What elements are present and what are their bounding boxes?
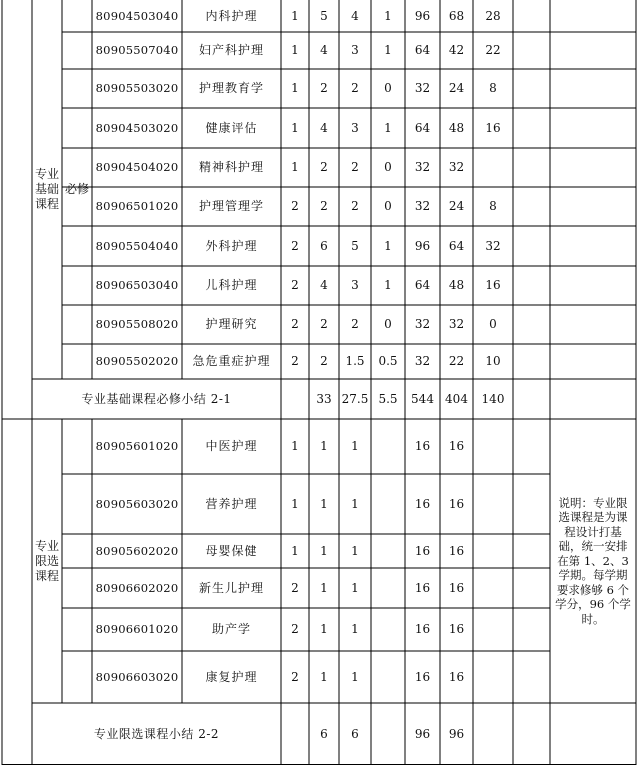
course-name: 助产学 bbox=[211, 622, 251, 636]
course-weekly-hours: 5 bbox=[320, 8, 328, 23]
course-theory-hours: 32 bbox=[448, 160, 465, 174]
course-name: 健康评估 bbox=[205, 120, 258, 135]
course-theory-hours: 16 bbox=[448, 543, 465, 558]
course-weekly-hours: 2 bbox=[320, 199, 328, 213]
course-name: 母婴保健 bbox=[205, 543, 258, 558]
course-practice-hours bbox=[473, 148, 513, 187]
course-practice-hours: 32 bbox=[485, 238, 501, 253]
course-total-hours: 32 bbox=[414, 199, 431, 213]
subtotal-total-hours: 544 bbox=[411, 391, 434, 406]
course-theory-hours: 16 bbox=[448, 496, 465, 511]
course-weekly-hours: 1 bbox=[320, 669, 328, 684]
course-weekly-hours: 1 bbox=[320, 622, 328, 636]
course-code: 80905603020 bbox=[95, 496, 179, 511]
course-theory-hours: 16 bbox=[448, 669, 465, 684]
course-theory-hours: 24 bbox=[448, 81, 465, 95]
course-code: 80905508020 bbox=[95, 317, 179, 331]
course-theory-hours: 16 bbox=[448, 580, 465, 595]
course-practice-credits: 0.5 bbox=[378, 354, 398, 368]
subtotal-weekly-hours: 33 bbox=[316, 391, 332, 406]
subtotal-credits: 27.5 bbox=[341, 391, 369, 406]
course-theory-hours: 42 bbox=[448, 43, 465, 57]
subtotal-credits: 6 bbox=[351, 726, 359, 741]
course-practice-credits: 1 bbox=[384, 120, 392, 135]
course-credits: 4 bbox=[351, 8, 359, 23]
course-total-hours: 32 bbox=[414, 160, 431, 174]
course-total-hours: 32 bbox=[414, 81, 431, 95]
course-practice-hours: 8 bbox=[489, 199, 497, 213]
course-semester: 1 bbox=[291, 43, 299, 57]
course-theory-hours: 22 bbox=[448, 354, 465, 368]
course-semester: 1 bbox=[291, 120, 299, 135]
course-credits: 1 bbox=[351, 669, 359, 684]
subtotal-total-hours: 96 bbox=[414, 726, 431, 741]
course-practice-credits: 1 bbox=[384, 8, 392, 23]
subtotal-label-elective: 专业限选课程小结 2-2 bbox=[93, 726, 220, 741]
course-theory-hours: 24 bbox=[448, 199, 465, 213]
course-practice-credits: 0 bbox=[384, 199, 392, 213]
course-semester: 2 bbox=[291, 238, 299, 253]
course-credits: 1 bbox=[351, 496, 359, 511]
course-weekly-hours: 1 bbox=[320, 496, 328, 511]
course-credits: 3 bbox=[351, 120, 359, 135]
course-name: 护理管理学 bbox=[198, 199, 264, 213]
course-credits: 3 bbox=[351, 278, 359, 292]
course-total-hours: 16 bbox=[414, 669, 431, 684]
course-code: 80905602020 bbox=[95, 543, 179, 558]
course-semester: 1 bbox=[291, 160, 299, 174]
course-name: 急危重症护理 bbox=[192, 354, 271, 368]
course-practice-hours: 10 bbox=[485, 354, 501, 368]
course-credits: 1 bbox=[351, 439, 359, 453]
course-total-hours: 16 bbox=[414, 543, 431, 558]
course-semester: 1 bbox=[291, 8, 299, 23]
course-name: 内科护理 bbox=[205, 8, 258, 23]
course-practice-credits: 0 bbox=[384, 81, 392, 95]
course-semester: 2 bbox=[291, 278, 299, 292]
course-semester: 1 bbox=[291, 439, 299, 453]
course-practice-hours: 8 bbox=[489, 81, 497, 95]
course-theory-hours: 68 bbox=[448, 8, 465, 23]
course-total-hours: 16 bbox=[414, 496, 431, 511]
course-credits: 1 bbox=[351, 543, 359, 558]
course-total-hours: 16 bbox=[414, 439, 431, 453]
course-name: 护理教育学 bbox=[198, 81, 264, 95]
course-code: 80906602020 bbox=[95, 580, 179, 595]
course-name: 儿科护理 bbox=[205, 278, 258, 292]
course-code: 80905502020 bbox=[95, 354, 179, 368]
course-practice-credits: 1 bbox=[384, 238, 392, 253]
subtotal-theory-hours: 96 bbox=[448, 726, 465, 741]
course-type-required: 必修 bbox=[64, 182, 89, 196]
course-code: 80904503020 bbox=[95, 120, 179, 135]
course-code: 80906501020 bbox=[95, 199, 179, 213]
subtotal-practice-hours: 140 bbox=[481, 391, 505, 406]
course-semester: 2 bbox=[291, 622, 299, 636]
course-practice-hours: 0 bbox=[489, 317, 497, 331]
course-total-hours: 64 bbox=[414, 43, 431, 57]
course-code: 80905504040 bbox=[95, 238, 179, 253]
course-practice-hours: 28 bbox=[485, 8, 501, 23]
course-practice-credits: 1 bbox=[384, 278, 392, 292]
course-total-hours: 32 bbox=[414, 317, 431, 331]
course-total-hours: 64 bbox=[414, 120, 431, 135]
course-name: 精神科护理 bbox=[198, 160, 264, 174]
course-credits: 2 bbox=[351, 81, 359, 95]
course-semester: 2 bbox=[291, 199, 299, 213]
course-weekly-hours: 2 bbox=[320, 160, 328, 174]
course-total-hours: 96 bbox=[414, 8, 431, 23]
course-total-hours: 16 bbox=[414, 580, 431, 595]
course-practice-hours: 16 bbox=[485, 278, 501, 292]
course-semester: 2 bbox=[291, 317, 299, 331]
course-code: 80904504020 bbox=[95, 160, 179, 174]
course-credits: 2 bbox=[351, 199, 359, 213]
course-practice-credits: 0 bbox=[384, 317, 392, 331]
course-code: 80906503040 bbox=[95, 278, 179, 292]
elective-note: 说明：专业限选课程是为课程设计打基础，统一安排在第 1、2、3 学期。每学期要求修够 6 个学分，96 个学时。 bbox=[555, 495, 631, 626]
course-name: 外科护理 bbox=[205, 238, 258, 253]
course-theory-hours: 48 bbox=[448, 278, 465, 292]
course-weekly-hours: 2 bbox=[320, 317, 328, 331]
course-name: 新生儿护理 bbox=[198, 580, 264, 595]
course-code: 80906601020 bbox=[95, 622, 179, 636]
course-practice-credits: 1 bbox=[384, 43, 392, 57]
course-weekly-hours: 2 bbox=[320, 354, 328, 368]
course-semester: 2 bbox=[291, 354, 299, 368]
course-name: 护理研究 bbox=[205, 317, 258, 331]
course-semester: 2 bbox=[291, 580, 299, 595]
course-theory-hours: 16 bbox=[448, 439, 465, 453]
course-name: 妇产科护理 bbox=[198, 43, 264, 57]
course-weekly-hours: 1 bbox=[320, 439, 328, 453]
subtotal-label-basic: 专业基础课程必修小结 2-1 bbox=[81, 391, 232, 406]
course-theory-hours: 48 bbox=[448, 120, 465, 135]
subtotal-practice-credits: 5.5 bbox=[378, 391, 398, 406]
course-credits: 2 bbox=[351, 160, 359, 174]
course-credits: 1 bbox=[351, 580, 359, 595]
course-code: 80905503020 bbox=[95, 81, 179, 95]
course-credits: 2 bbox=[351, 317, 359, 331]
course-total-hours: 64 bbox=[414, 278, 431, 292]
course-weekly-hours: 4 bbox=[320, 278, 328, 292]
course-code: 80904503040 bbox=[95, 8, 179, 23]
course-semester: 1 bbox=[291, 543, 299, 558]
course-credits: 5 bbox=[351, 238, 359, 253]
subtotal-theory-hours: 404 bbox=[445, 391, 468, 406]
course-weekly-hours: 1 bbox=[320, 543, 328, 558]
course-practice-credits: 0 bbox=[384, 160, 392, 174]
course-credits: 1 bbox=[351, 622, 359, 636]
course-credits: 1.5 bbox=[345, 354, 365, 368]
course-code: 80906603020 bbox=[95, 669, 179, 684]
course-name: 营养护理 bbox=[205, 496, 258, 511]
course-code: 80905601020 bbox=[95, 439, 179, 453]
course-theory-hours: 64 bbox=[448, 238, 465, 253]
course-practice-hours: 22 bbox=[485, 43, 501, 57]
group-label-elective: 专业限选课程 bbox=[34, 538, 59, 583]
course-credits: 3 bbox=[351, 43, 359, 57]
course-name: 中医护理 bbox=[205, 439, 258, 453]
subtotal-weekly-hours: 6 bbox=[320, 726, 328, 741]
course-name: 康复护理 bbox=[205, 669, 258, 684]
course-theory-hours: 32 bbox=[448, 317, 465, 331]
course-total-hours: 96 bbox=[414, 238, 431, 253]
course-weekly-hours: 4 bbox=[320, 43, 328, 57]
course-total-hours: 16 bbox=[414, 622, 431, 636]
course-total-hours: 32 bbox=[414, 354, 431, 368]
course-weekly-hours: 1 bbox=[320, 580, 328, 595]
course-weekly-hours: 2 bbox=[320, 81, 328, 95]
course-semester: 1 bbox=[291, 81, 299, 95]
course-semester: 2 bbox=[291, 669, 299, 684]
course-weekly-hours: 4 bbox=[320, 120, 328, 135]
course-semester: 1 bbox=[291, 496, 299, 511]
course-theory-hours: 16 bbox=[448, 622, 465, 636]
group-label-basic: 专业基础课程 bbox=[34, 167, 59, 211]
course-weekly-hours: 6 bbox=[320, 238, 328, 253]
course-practice-hours: 16 bbox=[485, 120, 501, 135]
course-code: 80905507040 bbox=[95, 43, 179, 57]
